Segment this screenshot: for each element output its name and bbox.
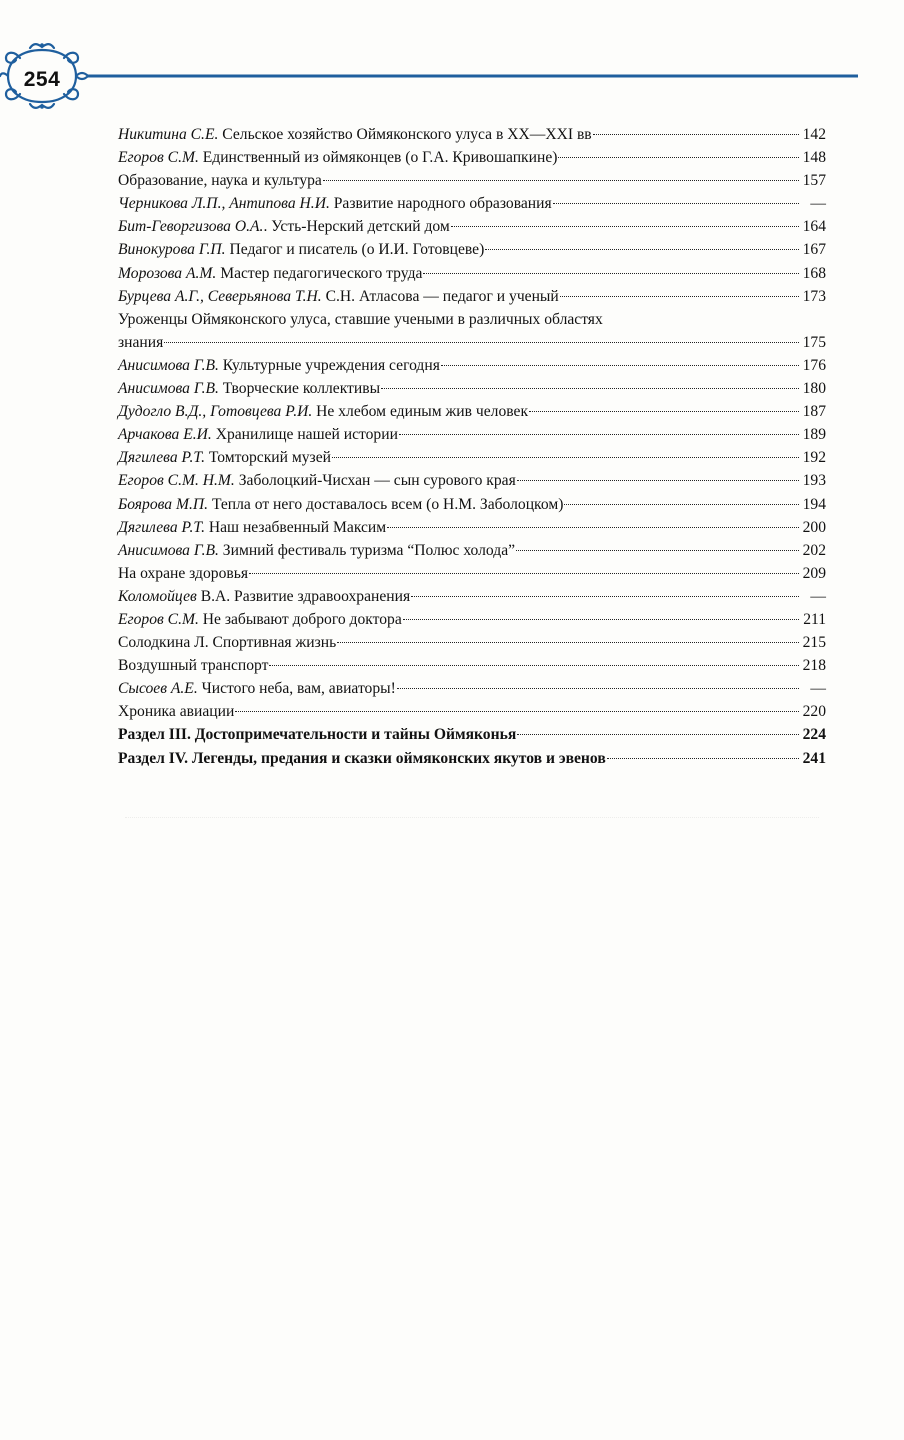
page-number: 254 — [23, 68, 61, 91]
toc-entry-title: Тепла от него доставалось всем (о Н.М. Заболоцком) — [208, 495, 564, 513]
toc-entry-text — [118, 700, 234, 723]
toc-dot-leader — [560, 296, 799, 297]
toc-entry-text — [118, 469, 516, 492]
toc-dot-leader — [517, 480, 799, 481]
toc-dot-leader — [607, 758, 799, 759]
toc-entry-title: Чистого неба, вам, авиаторы! — [197, 680, 396, 698]
toc-entry-title: Сельское хозяйство Оймяконского улуса в XX—XXI вв — [218, 126, 592, 143]
toc-dot-leader — [249, 573, 799, 574]
toc-entry-text — [118, 169, 322, 192]
toc-entry-text — [118, 516, 386, 539]
toc-entry-author: Дягилева Р.Т. — [118, 449, 205, 467]
toc-entry-title: Педагог и писатель (о И.И. Готовцеве) — [225, 241, 485, 259]
toc-entry-text — [118, 562, 248, 585]
toc-entry-page: 187 — [802, 403, 826, 421]
toc-entry-text — [118, 539, 515, 562]
toc-entry-author: Морозова А.М. — [118, 264, 217, 282]
toc-entry[interactable] — [118, 354, 826, 377]
toc-entry-text — [118, 377, 380, 400]
toc-entry-author: Бурцева А.Г., Северьянова Т.Н. — [118, 287, 322, 305]
toc-entry-title: Мастер педагогического труда — [216, 264, 423, 282]
toc-dot-leader — [164, 342, 799, 343]
toc-entry-text — [118, 493, 563, 516]
toc-entry-page: 192 — [802, 449, 826, 467]
toc-entry-text — [118, 354, 440, 377]
toc-entry-title: Хроника авиации — [118, 703, 235, 721]
toc-dot-leader — [516, 550, 799, 551]
toc-entry-page: 176 — [802, 356, 826, 374]
toc-entry-text — [118, 146, 557, 169]
toc-entry[interactable] — [118, 677, 826, 700]
toc-entry-title: знания — [118, 333, 164, 351]
toc-entry-title: Культурные учреждения сегодня — [218, 356, 440, 374]
toc-dot-leader — [387, 527, 799, 528]
toc-entry-text — [118, 677, 396, 700]
toc-dot-leader — [323, 180, 799, 181]
toc-entry-title: Томторский музей — [204, 449, 331, 467]
table-of-contents — [118, 123, 826, 770]
toc-entry-author: Арчакова Е.И. — [118, 426, 212, 444]
toc-entry[interactable] — [118, 539, 826, 562]
toc-entry-title: Творческие коллективы — [218, 380, 381, 398]
toc-entry[interactable] — [118, 585, 826, 608]
toc-entry[interactable] — [118, 285, 826, 308]
toc-dot-leader — [553, 203, 799, 204]
toc-entry-text — [118, 631, 336, 654]
toc-entry-page: 193 — [802, 472, 826, 490]
toc-entry-page: 157 — [802, 172, 826, 190]
toc-dot-leader — [332, 457, 799, 458]
toc-entry[interactable] — [118, 377, 826, 400]
toc-entry[interactable] — [118, 146, 826, 169]
toc-entry-page: 175 — [802, 333, 826, 351]
toc-dot-leader — [423, 273, 799, 274]
toc-entry-author: Дягилева Р.Т. — [118, 518, 205, 536]
toc-entry-author: Боярова М.П. — [118, 495, 209, 513]
toc-entry-title: Развитие народного образования — [329, 195, 552, 213]
toc-dot-leader — [403, 619, 799, 620]
toc-entry-page: 215 — [802, 634, 826, 652]
toc-entry[interactable] — [118, 192, 826, 215]
toc-entry[interactable] — [118, 747, 826, 770]
toc-dot-leader — [451, 226, 799, 227]
toc-entry[interactable] — [118, 654, 826, 677]
toc-entry-author: Анисимова Г.В. — [118, 356, 219, 374]
toc-entry-title: Единственный из оймяконцев (о Г.А. Кривошапкине) — [198, 149, 558, 167]
toc-entry-page: 211 — [803, 610, 826, 628]
toc-dot-leader — [381, 388, 799, 389]
toc-entry-author: Сысоев А.Е. — [118, 680, 198, 698]
toc-dot-leader — [397, 688, 799, 689]
toc-entry-page: 142 — [802, 126, 826, 143]
toc-entry-page: 164 — [802, 218, 826, 236]
toc-dot-leader — [399, 434, 799, 435]
toc-entry-page: 220 — [802, 703, 826, 721]
toc-entry-author: Дудогло В.Д., Готовцева Р.И. — [118, 403, 313, 421]
toc-entry-title: Воздушный транспорт — [118, 657, 269, 675]
toc-entry[interactable] — [118, 723, 826, 746]
toc-entry-title: С.Н. Атласова — педагог и ученый — [321, 287, 559, 305]
toc-entry-page: 202 — [802, 541, 826, 559]
toc-entry-page: 200 — [802, 518, 826, 536]
toc-entry-page: 173 — [802, 287, 826, 305]
toc-dot-leader — [337, 642, 799, 643]
toc-entry[interactable] — [118, 215, 826, 238]
toc-entry[interactable] — [118, 400, 826, 423]
toc-entry-author: Анисимова Г.В. — [118, 380, 219, 398]
toc-dot-leader — [269, 665, 799, 666]
toc-entry-title: Наш незабвенный Максим — [204, 518, 387, 536]
toc-entry-title: Солодкина Л. Спортивная жизнь — [118, 634, 337, 652]
toc-entry-text — [118, 262, 422, 285]
toc-dot-leader — [235, 711, 799, 712]
toc-entry[interactable] — [118, 423, 826, 446]
scroll-ornament-icon — [0, 40, 904, 120]
toc-entry-author: Никитина С.Е. — [118, 126, 219, 143]
toc-entry[interactable] — [118, 123, 826, 146]
toc-entry-text — [118, 400, 528, 423]
toc-entry-author: Егоров С.М. — [118, 149, 199, 167]
toc-entry-page: 209 — [802, 564, 826, 582]
toc-entry-title: Не хлебом единым жив человек — [312, 403, 529, 421]
toc-entry-title: . Усть-Нерский детский дом — [263, 218, 450, 236]
toc-entry-author: Егоров С.М. — [118, 610, 199, 628]
toc-entry-author: Егоров С.М. Н.М. — [118, 472, 235, 490]
toc-entry[interactable] — [118, 469, 826, 492]
toc-entry-text — [118, 331, 163, 354]
toc-entry-page: 224 — [802, 726, 826, 744]
toc-entry[interactable] — [118, 308, 826, 331]
page-header — [0, 40, 904, 120]
toc-entry-title: Не забывают доброго доктора — [198, 610, 402, 628]
toc-dot-leader — [485, 249, 799, 250]
toc-entry-title: Зимний фестиваль туризма “Полюс холода” — [218, 541, 516, 559]
toc-entry-title: На охране здоровья — [118, 564, 249, 582]
toc-entry-page: 168 — [802, 264, 826, 282]
toc-entry[interactable] — [118, 262, 826, 285]
toc-entry-text — [118, 747, 606, 770]
toc-dot-leader — [441, 365, 799, 366]
toc-entry[interactable] — [118, 608, 826, 631]
toc-entry-page: 180 — [802, 380, 826, 398]
toc-entry-text — [118, 123, 592, 146]
toc-entry-page: — — [810, 195, 826, 213]
toc-entry-page: — — [810, 587, 826, 605]
toc-entry-text — [118, 285, 559, 308]
toc-entry-title: Раздел III. Достопримечательности и тайны Оймяконья — [118, 726, 517, 744]
toc-entry[interactable] — [118, 493, 826, 516]
toc-entry-text — [118, 446, 331, 469]
toc-entry-page: 189 — [802, 426, 826, 444]
toc-entry-page: 148 — [802, 149, 826, 167]
toc-entry-author: Бит-Геворгизова О.А. — [118, 218, 264, 236]
toc-entry-page: 218 — [802, 657, 826, 675]
toc-entry[interactable] — [118, 169, 826, 192]
toc-dot-leader — [529, 411, 799, 412]
toc-entry[interactable] — [118, 446, 826, 469]
toc-dot-leader — [558, 157, 799, 158]
toc-entry[interactable] — [118, 516, 826, 539]
toc-entry[interactable] — [118, 700, 826, 723]
toc-entry-page: — — [810, 680, 826, 698]
toc-entry[interactable] — [118, 562, 826, 585]
toc-entry-author: Анисимова Г.В. — [118, 541, 219, 559]
toc-entry-text — [118, 238, 484, 261]
toc-dot-leader — [411, 596, 799, 597]
toc-entry-text — [118, 192, 552, 215]
toc-entry-title: Хранилище нашей истории — [211, 426, 398, 444]
toc-dot-leader — [593, 134, 799, 135]
toc-entry[interactable] — [118, 238, 826, 261]
toc-entry-text — [118, 608, 402, 631]
toc-entry-author: Коломойцев — [118, 587, 197, 605]
toc-entry-text — [118, 308, 603, 331]
toc-dot-leader — [517, 734, 799, 735]
toc-entry-text — [118, 654, 268, 677]
bleed-through-text — [118, 800, 826, 822]
toc-entry[interactable] — [118, 331, 826, 354]
toc-entry-text — [118, 215, 450, 238]
toc-entry-title: Раздел IV. Легенды, предания и сказки оймяконских якутов и эвенов — [118, 749, 606, 767]
toc-entry-page: 167 — [802, 241, 826, 259]
toc-entry-text — [118, 585, 410, 608]
toc-entry-title: В.А. Развитие здравоохранения — [196, 587, 411, 605]
toc-entry[interactable] — [118, 631, 826, 654]
toc-entry-title: Образование, наука и культура — [118, 172, 322, 190]
toc-dot-leader — [564, 504, 799, 505]
toc-entry-page: 241 — [802, 749, 826, 767]
toc-entry-text — [118, 723, 516, 746]
toc-entry-page: 194 — [802, 495, 826, 513]
toc-entry-text — [118, 423, 398, 446]
toc-entry-title: Заболоцкий-Чисхан — сын сурового края — [234, 472, 516, 490]
toc-entry-title: Уроженцы Оймяконского улуса, ставшие учеными в различных областях — [118, 310, 603, 328]
toc-entry-author: Винокурова Г.П. — [118, 241, 226, 259]
toc-entry-author: Черникова Л.П., Антипова Н.И. — [118, 195, 330, 213]
